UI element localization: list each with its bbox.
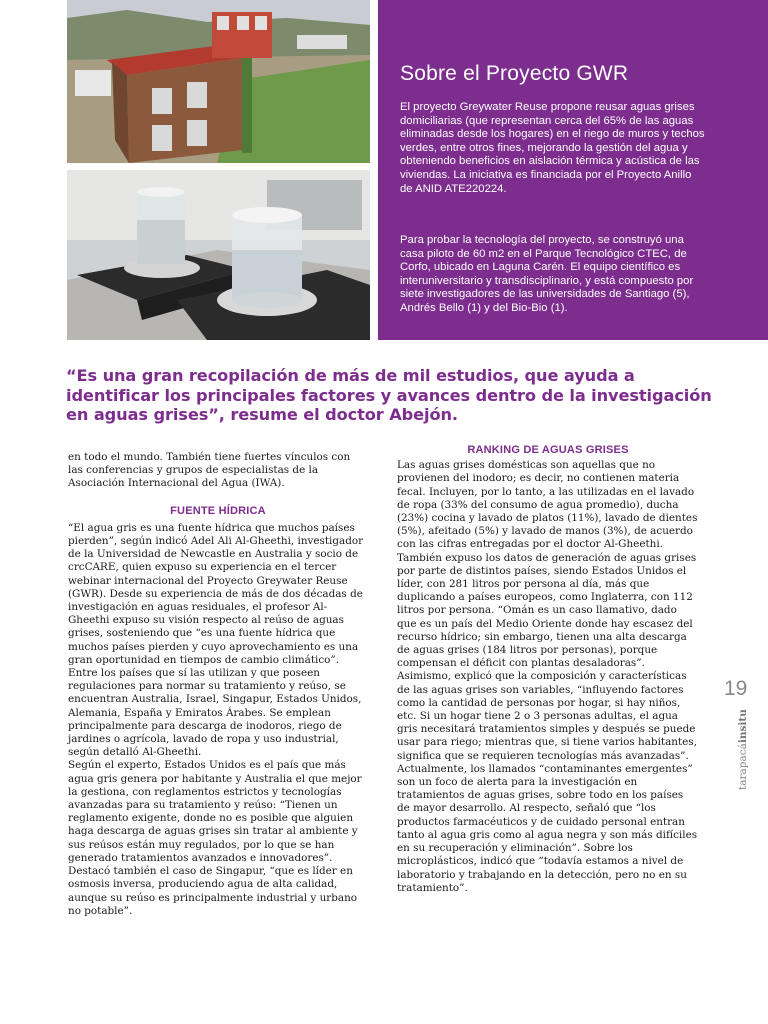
body-paragraph: Asimismo, explicó que la composición y características de las aguas grises son variables, “influyendo factores como la cantidad de personas por hogar, si hay niños, etc. Si un hogar tiene 2 o 3 personas adultas, el agua gris necesitará tratamientos simples y después se puede usar para riego; mientras que, si tiene varios habitantes, significa que se requieren tecnologías más avanzadas”. <box>397 670 697 762</box>
body-paragraph: en todo el mundo. También tiene fuertes vínculos con las conferencias y grupos de especialistas de la Asociación Internacional del Agua (IWA). <box>68 451 351 490</box>
body-paragraph: Actualmente, los llamados “contaminantes emergentes” son un foco de alerta para la investigación en tratamientos de aguas grises, sobre todo en los países de mayor desarrollo. Al respecto, señaló que “los productos farmacéuticos y de cuidado personal entran tanto al agua gris como al agua negra y son más difíciles en su recuperación y eliminación”. Sobre los microplásticos, indicó que “todavía estamos a nivel de laboratorio y trabajando en la detección, pero no en su tratamiento”. <box>397 762 698 894</box>
project-info-paragraph: El proyecto Greywater Reuse propone reusar aguas grises domiciliarias (que representan cerca del 65% de las aguas eliminadas desde los hogares) en el riego de muros y techos verdes, entre otros fines, mejorando la gestión del agua y obteniendo beneficios en aislación térmica y acústica de las viviendas. La iniciativa es financiada por el Proyecto Anillo de ANID ATE220224. <box>400 101 705 195</box>
project-info-box <box>378 0 768 340</box>
page-number: 19 <box>724 677 748 700</box>
magazine-name <box>737 709 749 790</box>
body-paragraph: “El agua gris es una fuente hídrica que muchos países pierden”, según indicó Adel Ali Al-Gheethi, investigador de la Universidad de Newcastle en Australia y socio de crcCARE, quien expuso su experiencia en el tercer webinar internacional del Proyecto Greywater Reuse (GWR). Desde su experiencia de más de dos décadas de investigación en aguas residuales, el profesor Al-Gheethi expuso su visión respecto al reúso de aguas grises, sosteniendo que “es una fuente hídrica que muchos países pierden y cuyo aprovechamiento es una gran oportunidad en tiempos de cambio climático”. <box>68 521 364 666</box>
article-column-right <box>397 444 699 895</box>
magazine-name-bold: insitu <box>737 709 749 744</box>
body-paragraph: Las aguas grises domésticas son aquellas que no provienen del inodoro; es decir, no contienen materia fecal. Incluyen, por lo tanto, a las utilizadas en el lavado de ropa (33% del consumo de agua promedio), ducha (23%) cocina y lavado de platos (11%), lavado de dientes (5%), afeitado (5%) y lavado de manos (3%), de acuerdo con las cifras entregadas por el doctor Al-Gheethi. <box>397 459 698 551</box>
project-info-paragraph: Para probar la tecnología del proyecto, se construyó una casa piloto de 60 m2 en el Parque Tecnológico CTEC, de Corfo, ubicado en Laguna Carén. El equipo científico es interuniversitario y transdisciplinario, y está compuesto por siete investigadores de las universidades de Santiago (5), Andrés Bello (1) y del Bio-Bio (1). <box>400 234 694 314</box>
section-heading: FUENTE HÍDRICA <box>170 504 266 517</box>
magazine-name-light: tarapacá <box>737 743 749 790</box>
pull-quote: “Es una gran recopilación de más de mil estudios, que ayuda a identificar los principales factores y avances dentro de la investigación en aguas grises”, resume el doctor Abejón. <box>66 366 712 424</box>
pilot-house-photo <box>67 0 370 163</box>
project-info-title: Sobre el Proyecto GWR <box>400 62 629 85</box>
body-paragraph: Según el experto, Estados Unidos es el país que más agua gris genera por habitante y Australia el que mejor la gestiona, con reglamentos estrictos y tecnologías avanzadas para su tratamiento y reúso: “Tienen un reglamento exigente, donde no es posible que alguien haga descarga de aguas grises sin tratar al ambiente y sus reúsos están muy regulados, por lo que se han generado tratamientos avanzados e innovadores”. Destacó también el caso de Singapur, “que es líder en osmosis inversa, produciendo agua de alta calidad, aunque su reúso es principalmente industrial y urbano no potable”. <box>68 759 362 917</box>
lab-containers-photo <box>67 170 370 340</box>
body-paragraph: También expuso los datos de generación de aguas grises por parte de distintos países, siendo Estados Unidos el líder, con 281 litros por persona al día, más que duplicando a países europeos, como Inglaterra, con 112 litros por persona. “Omán es un caso llamativo, dado que es un país del Medio Oriente donde hay escasez del recurso hídrico; sin embargo, tienen una alta descarga de aguas grises (184 litros por personas), porque compensan el déficit con plantas desaladoras”. <box>397 551 697 670</box>
section-heading: RANKING DE AGUAS GRISES <box>467 444 629 456</box>
body-paragraph: Entre los países que sí las utilizan y que poseen regulaciones para normar su tratamiento y reúso, se encuentran Australia, Israel, Singapur, Estados Unidos, Alemania, España y Emiratos Árabes. Se emplean principalmente para descarga de inodoros, riego de jardines o agrícola, lavado de ropa y uso industrial, según detalló Al-Gheethi. <box>68 667 362 759</box>
article-column-left <box>68 451 368 918</box>
